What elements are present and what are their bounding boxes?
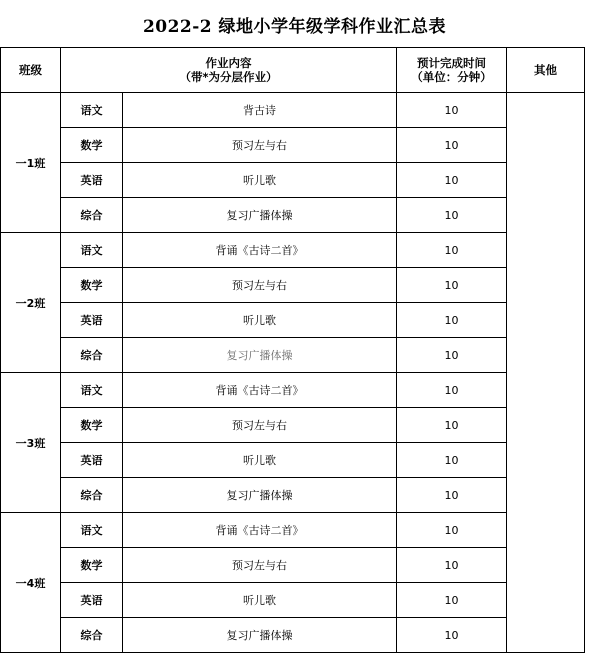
header-other: 其他 bbox=[507, 48, 585, 93]
subject-cell: 语文 bbox=[61, 233, 123, 268]
content-cell: 听儿歌 bbox=[123, 583, 397, 618]
table-row bbox=[1, 268, 585, 303]
content-cell: 听儿歌 bbox=[123, 443, 397, 478]
subject-cell: 语文 bbox=[61, 513, 123, 548]
table-row bbox=[1, 198, 585, 233]
table-row bbox=[1, 618, 585, 653]
content-cell: 背诵《古诗二首》 bbox=[123, 373, 397, 408]
content-cell: 预习左与右 bbox=[123, 548, 397, 583]
class-name-cell: 一3班 bbox=[1, 373, 61, 513]
header-class: 班级 bbox=[1, 48, 61, 93]
subject-cell: 英语 bbox=[61, 443, 123, 478]
page-title: 2022-2 绿地小学年级学科作业汇总表 bbox=[142, 17, 447, 37]
content-cell: 预习左与右 bbox=[123, 408, 397, 443]
content-cell: 背诵《古诗二首》 bbox=[123, 513, 397, 548]
table-row bbox=[1, 128, 585, 163]
time-cell: 10 bbox=[397, 93, 507, 128]
table-row bbox=[1, 408, 585, 443]
table-row bbox=[1, 443, 585, 478]
content-cell: 背古诗 bbox=[123, 93, 397, 128]
subject-cell: 英语 bbox=[61, 583, 123, 618]
subject-cell: 综合 bbox=[61, 618, 123, 653]
subject-cell: 数学 bbox=[61, 128, 123, 163]
table-row bbox=[1, 93, 585, 128]
time-cell: 10 bbox=[397, 268, 507, 303]
header-content bbox=[61, 48, 397, 93]
class-name-cell: 一4班 bbox=[1, 513, 61, 653]
time-cell: 10 bbox=[397, 163, 507, 198]
header-content-title: 作业内容 bbox=[205, 56, 252, 70]
table-row bbox=[1, 303, 585, 338]
time-cell: 10 bbox=[397, 373, 507, 408]
time-cell: 10 bbox=[397, 303, 507, 338]
header-time bbox=[397, 48, 507, 93]
time-cell: 10 bbox=[397, 583, 507, 618]
table-row bbox=[1, 338, 585, 373]
table-row bbox=[1, 373, 585, 408]
subject-cell: 语文 bbox=[61, 373, 123, 408]
content-cell: 听儿歌 bbox=[123, 303, 397, 338]
content-cell: 听儿歌 bbox=[123, 163, 397, 198]
content-cell: 背诵《古诗二首》 bbox=[123, 233, 397, 268]
header-time-title: 预计完成时间 bbox=[417, 56, 487, 70]
content-cell: 复习广播体操 bbox=[123, 478, 397, 513]
table-row bbox=[1, 548, 585, 583]
table-header bbox=[1, 48, 585, 93]
subject-cell: 数学 bbox=[61, 268, 123, 303]
subject-cell: 数学 bbox=[61, 408, 123, 443]
time-cell: 10 bbox=[397, 408, 507, 443]
content-cell: 预习左与右 bbox=[123, 128, 397, 163]
subject-cell: 综合 bbox=[61, 198, 123, 233]
other-cell bbox=[507, 93, 585, 653]
time-cell: 10 bbox=[397, 233, 507, 268]
table-row bbox=[1, 583, 585, 618]
header-content-note: （带*为分层作业） bbox=[179, 70, 278, 84]
content-cell: 复习广播体操 bbox=[123, 198, 397, 233]
table-row bbox=[1, 233, 585, 268]
subject-cell: 综合 bbox=[61, 338, 123, 373]
content-cell: 复习广播体操 bbox=[123, 618, 397, 653]
content-cell: 复习广播体操 bbox=[123, 338, 397, 373]
subject-cell: 英语 bbox=[61, 303, 123, 338]
class-name-cell: 一2班 bbox=[1, 233, 61, 373]
subject-cell: 综合 bbox=[61, 478, 123, 513]
homework-summary-table bbox=[0, 47, 585, 653]
time-cell: 10 bbox=[397, 198, 507, 233]
header-row bbox=[1, 48, 585, 93]
time-cell: 10 bbox=[397, 128, 507, 163]
time-cell: 10 bbox=[397, 548, 507, 583]
table-body bbox=[1, 93, 585, 653]
time-cell: 10 bbox=[397, 513, 507, 548]
subject-cell: 语文 bbox=[61, 93, 123, 128]
time-cell: 10 bbox=[397, 478, 507, 513]
class-name-cell: 一1班 bbox=[1, 93, 61, 233]
content-cell: 预习左与右 bbox=[123, 268, 397, 303]
subject-cell: 英语 bbox=[61, 163, 123, 198]
header-time-unit: （单位：分钟） bbox=[411, 70, 492, 84]
time-cell: 10 bbox=[397, 338, 507, 373]
time-cell: 10 bbox=[397, 618, 507, 653]
table-row bbox=[1, 513, 585, 548]
subject-cell: 数学 bbox=[61, 548, 123, 583]
table-row bbox=[1, 478, 585, 513]
time-cell: 10 bbox=[397, 443, 507, 478]
table-row bbox=[1, 163, 585, 198]
